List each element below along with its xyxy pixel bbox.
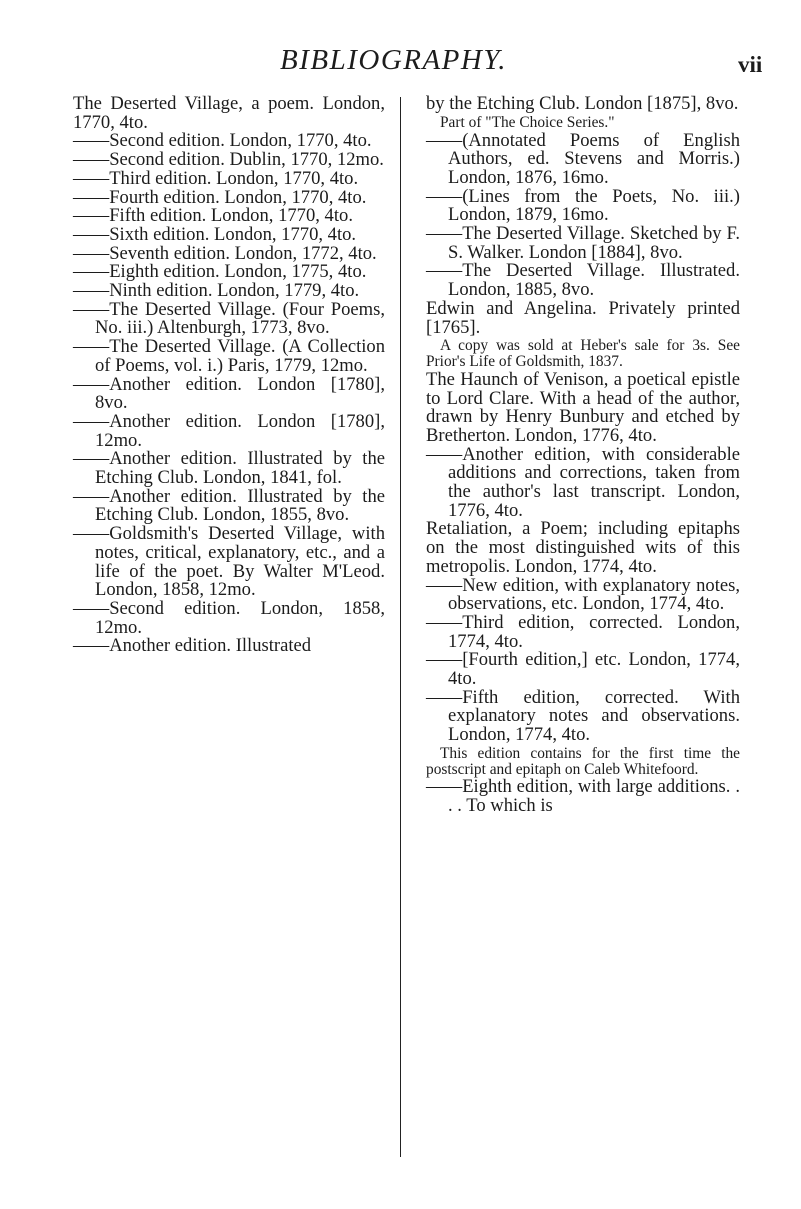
bibliography-entry-edition: —— Fourth edition. London, 1770, 4to. bbox=[73, 189, 385, 208]
bibliography-note: A copy was sold at Heber's sale for 3s. See Prior's Life of Goldsmith, 1837. bbox=[426, 337, 740, 371]
bibliography-entry-edition: —— Third edition. London, 1770, 4to. bbox=[73, 170, 385, 189]
bibliography-entry: The Deserted Village, a poem. London, 1770, 4to. bbox=[73, 93, 385, 133]
bibliography-entry-edition: —— Second edition. Dublin, 1770, 12mo. bbox=[73, 151, 385, 170]
bibliography-entry-edition: —— Third edition, corrected. London, 1774, 4to. bbox=[426, 614, 740, 651]
bibliography-entry-edition: —— (Annotated Poems of English Authors, ed. Stevens and Morris.) London, 1876, 16mo. bbox=[426, 132, 740, 188]
bibliography-entry-edition: —— The Deserted Village. Illustrated. London, 1885, 8vo. bbox=[426, 262, 740, 299]
bibliography-note: Part of "The Choice Series." bbox=[440, 113, 615, 131]
bibliography-entry-edition: —— Another edition. Illustrated by the Etching Club. London, 1855, 8vo. bbox=[73, 488, 385, 525]
bibliography-entry-edition: —— Fifth edition, corrected. With explanatory notes and observations. London, 1774, 4to. bbox=[426, 689, 740, 745]
bibliography-entry-edition: —— Eighth edition. London, 1775, 4to. bbox=[73, 263, 385, 282]
bibliography-entry-edition: —— Second edition. London, 1858, 12mo. bbox=[73, 600, 385, 637]
page-title: BIBLIOGRAPHY. bbox=[280, 44, 508, 76]
bibliography-entry-edition: —— (Lines from the Poets, No. iii.) London, 1879, 16mo. bbox=[426, 188, 740, 225]
bibliography-entry-edition: —— Another edition. Illustrated bbox=[73, 637, 385, 656]
bibliography-entry-edition: —— Second edition. London, 1770, 4to. bbox=[73, 132, 385, 151]
bibliography-entry-edition: —— Another edition. Illustrated by the Etching Club. London, 1841, fol. bbox=[73, 450, 385, 487]
bibliography-entry-edition: —— Another edition. London [1780], 8vo. bbox=[73, 376, 385, 413]
bibliography-entry-edition: —— The Deserted Village. (A Collection of Poems, vol. i.) Paris, 1779, 12mo. bbox=[73, 338, 385, 375]
bibliography-entry-edition: —— New edition, with explanatory notes, observations, etc. London, 1774, 4to. bbox=[426, 577, 740, 614]
page-number: vii bbox=[738, 52, 763, 77]
bibliography-entry: Edwin and Angelina. Privately printed [1765]. bbox=[426, 297, 740, 338]
bibliography-entry-edition: —— Another edition. London [1780], 12mo. bbox=[73, 413, 385, 450]
bibliography-entry-edition: —— Ninth edition. London, 1779, 4to. bbox=[73, 282, 385, 301]
bibliography-entry-edition: —— The Deserted Village. (Four Poems, No. iii.) Altenburgh, 1773, 8vo. bbox=[73, 301, 385, 338]
bibliography-note: This edition contains for the first time the postscript and epitaph on Caleb Whitefoord. bbox=[426, 744, 740, 778]
bibliography-entry-edition: —— Fifth edition. London, 1770, 4to. bbox=[73, 207, 385, 226]
running-head bbox=[0, 44, 801, 80]
bibliography-entry-edition: —— Sixth edition. London, 1770, 4to. bbox=[73, 226, 385, 245]
bibliography-entry-edition: —— [Fourth edition,] etc. London, 1774, 4to. bbox=[426, 651, 740, 688]
right-column bbox=[426, 95, 740, 816]
column-divider bbox=[400, 97, 401, 1157]
bibliography-entry: The Haunch of Venison, a poetical epistle to Lord Clare. With a head of the author, drawn by Henry Bunbury and etched by Bretherton. London, 1776, 4to. bbox=[426, 368, 740, 446]
bibliography-entry: Retaliation, a Poem; including epitaphs on the most distinguished wits of this metropolis. London, 1774, 4to. bbox=[426, 518, 740, 577]
bibliography-entry-edition: —— Goldsmith's Deserted Village, with notes, critical, explanatory, etc., and a life of the poet. By Walter M'Leod. London, 1858, 12mo. bbox=[73, 525, 385, 600]
bibliography-entry-edition: —— Eighth edition, with large additions. . . . To which is bbox=[426, 778, 740, 815]
bibliography-entry-edition: —— The Deserted Village. Sketched by F. S. Walker. London [1884], 8vo. bbox=[426, 225, 740, 262]
bibliography-entry-edition: —— Seventh edition. London, 1772, 4to. bbox=[73, 245, 385, 264]
bibliography-entry-edition: —— Another edition, with considerable additions and corrections, taken from the author's last transcript. London, 1776, 4to. bbox=[426, 446, 740, 521]
left-column bbox=[73, 95, 385, 656]
bibliography-entry: by the Etching Club. London [1875], 8vo. bbox=[426, 93, 739, 114]
